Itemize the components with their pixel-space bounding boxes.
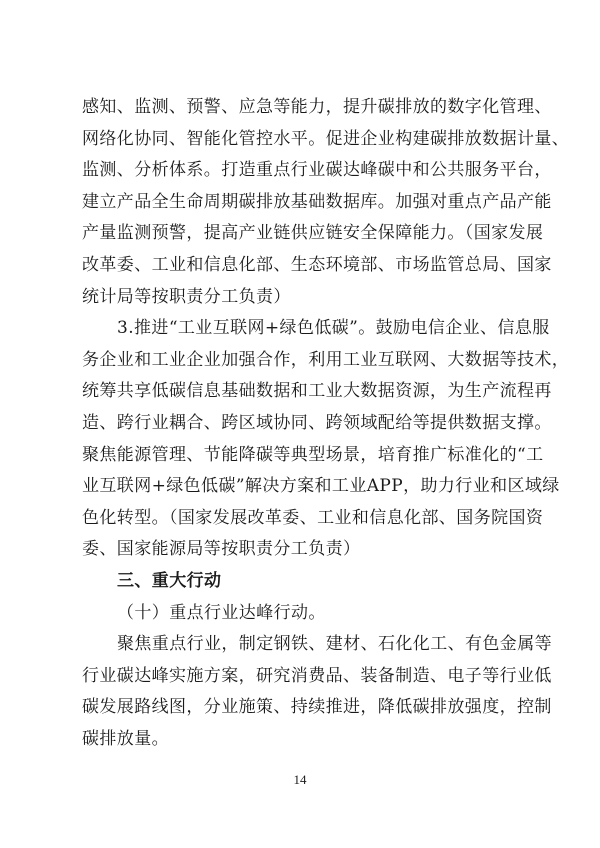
body-text-line: 行业碳达峰实施方案，研究消费品、装备制造、电子等行业低	[82, 665, 552, 686]
body-text-line: 碳发展路线图，分业施策、持续推进，降低碳排放强度，控制	[82, 697, 552, 718]
body-text-line: 感知、监测、预警、应急等能力，提升碳排放的数字化管理、	[82, 97, 552, 117]
body-text-line: 聚焦能源管理、节能降碳等典型场景，培育推广标准化的“工	[82, 444, 544, 465]
body-text-line: 务企业和工业企业加强合作，利用工业互联网、大数据等技术，	[82, 349, 570, 370]
subsection-heading: （十）重点行业达峰行动。	[117, 602, 326, 623]
body-text-line: 委、国家能源局等按职责分工负责）	[82, 539, 361, 560]
body-text-line: 统计局等按职责分工负责）	[82, 286, 291, 307]
section-heading: 三、重大行动	[117, 571, 222, 591]
body-text-line: 网络化协同、智能化管控水平。促进企业构建碳排放数据计量、	[82, 128, 570, 149]
body-text-line: 产量监测预警，提高产业链供应链安全保障能力。（国家发展	[82, 223, 544, 244]
paragraph-start-line: 聚焦重点行业，制定钢铁、建材、石化化工、有色金属等	[117, 634, 552, 655]
body-text-line: 碳排放量。	[82, 729, 169, 749]
body-text-line: 监测、分析体系。打造重点行业碳达峰碳中和公共服务平台，	[82, 160, 552, 181]
body-text-line: 业互联网+绿色低碳”解决方案和工业APP，助力行业和区域绿	[82, 476, 560, 497]
paragraph-start-line: 3.推进“工业互联网+绿色低碳”。鼓励电信企业、信息服	[117, 318, 550, 339]
body-text-line: 色化转型。（国家发展改革委、工业和信息化部、国务院国资	[82, 507, 544, 528]
body-text-line: 统筹共享低碳信息基础数据和工业大数据资源，为生产流程再	[82, 381, 552, 402]
body-text-line: 造、跨行业耦合、跨区域协同、跨领域配给等提供数据支撑。	[82, 413, 552, 433]
body-text-line: 改革委、工业和信息化部、生态环境部、市场监管总局、国家	[82, 255, 552, 275]
body-text-line: 建立产品全生命周期碳排放基础数据库。加强对重点产品产能	[82, 191, 552, 212]
page-number: 14	[293, 772, 307, 787]
